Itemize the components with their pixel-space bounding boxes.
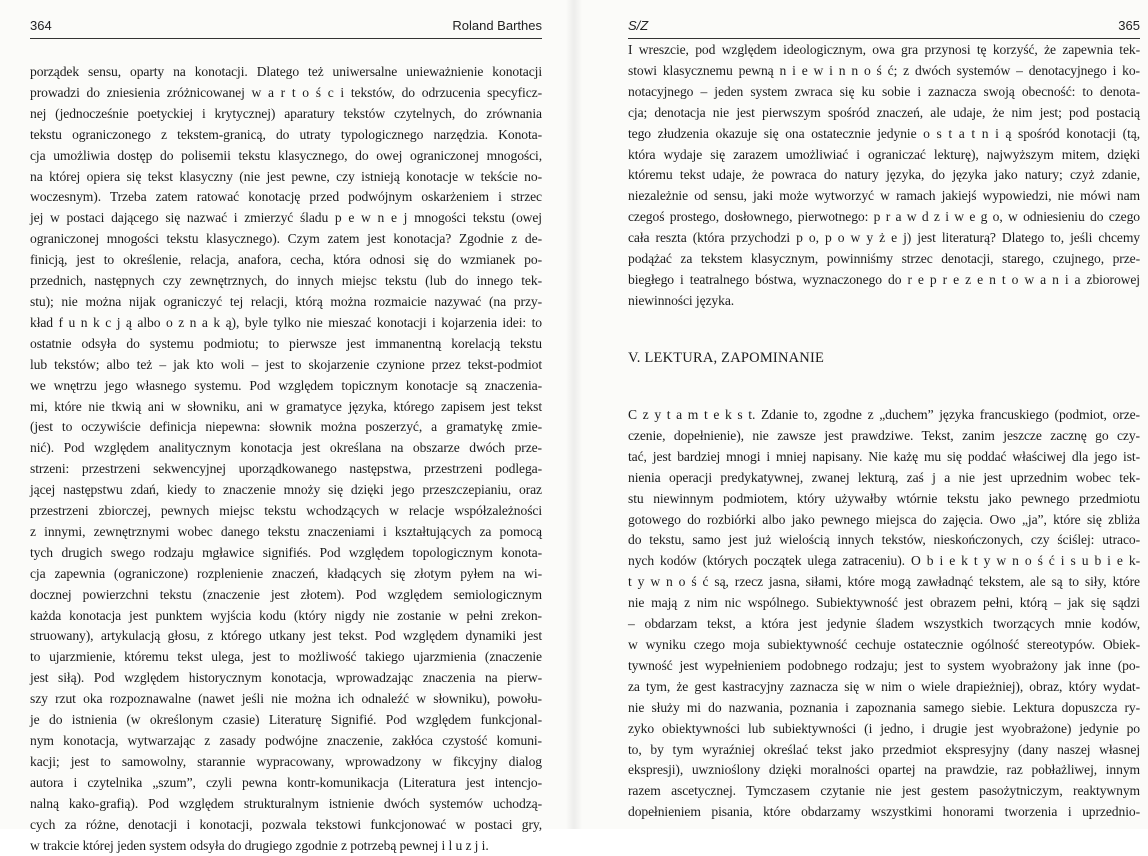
text-line: nej (jednocześnie poetyckiej i krytycznej) aparatury tekstów czytelnych, do zrównania <box>30 105 542 121</box>
text-line: ostatnie odsyła do systemu podmiotu; to pierwsze jest immanentną korelacją tekstu <box>30 335 542 351</box>
text-line: to, by tym wyraźniej określać tekst jako przedmiot ekspresyjny (dany naszej własnej <box>628 741 1140 757</box>
text-line: autora i czytelnika „szum”, czyli pewna kontr-komunikacja (Literatura jest intencjo- <box>30 774 542 790</box>
text-line: we wnętrzu jego własnego systemu. Pod względem topicznym konotacje są znaczenia- <box>30 377 542 393</box>
text-line: nie służy mi do nazwania, poznania i zapoznania samego siebie. Lektura dopuszcza ry- <box>628 699 1140 715</box>
text-line: ograniczonej mnogości tekstu klasycznego). Czym zatem jest konotacja? Zgodnie z de- <box>30 231 542 247</box>
text-line: to ujarzmienie, któremu tekst ulega, jest to możliwość takiego ujarzmienia (znaczenie <box>30 649 542 665</box>
page-number: 365 <box>1118 18 1140 33</box>
text-line: cja zapewnia (ograniczone) rozplenienie znaczeń, kładących się złotym pyłem na wi- <box>30 565 542 581</box>
page-number: 364 <box>30 18 52 33</box>
running-head-left <box>30 18 542 40</box>
text-line: (jest to oczywiście definicja niepewna: słownik można poszerzyć, a gramatykę zmie- <box>30 419 542 435</box>
text-line: nalną kako-grafią). Pod względem strukturalnym istnienie dwóch systemów uchodzą- <box>30 795 542 811</box>
text-line: z innymi, zewnętrznymi wobec danego tekstu znaczeniami i kształtujących za pomocą <box>30 523 542 539</box>
text-line: finicją, jest to określenie, relacja, anafora, cecha, która odnosi się do wzmianek po- <box>30 252 542 268</box>
text-line: C z y t a m t e k s t. Zdanie to, zgodne z „duchem” języka francuskiego (podmiot, orze- <box>628 407 1140 422</box>
text-line: czegoś prostego, dosłownego, pierwotnego: p r a w d z i w e g o, w odniesieniu do czego <box>628 209 1140 225</box>
section-heading: V. LEKTURA, ZAPOMINANIE <box>628 350 825 366</box>
running-title-book: S/Z <box>628 18 649 33</box>
text-line: docznej powierzchni tekstu (znaczenie jest złotem). Pod względem semiologicznym <box>30 586 542 602</box>
body-text-right-bottom <box>628 405 1140 823</box>
text-line: dopełnieniem pisania, które obdarzamy wszystkimi honorami tworzenia i uprzednio- <box>628 804 1140 820</box>
text-line: – obdarzam tekst, a która jest jedynie śladem wszystkich tworzących mnie kodów, <box>628 616 1140 632</box>
text-line: kład f u n k c j ą albo o z n a k ą), byle tylko nie mieszać konotacji i kojarzenia idei: to <box>30 314 542 330</box>
text-line: przednich, następnych czy zewnętrznych, do innych miejsc tekstu (lub do innego tek- <box>30 273 542 289</box>
text-line: zyko obiektywności lub subiektywności (i jedno, i drugie jest wyobrażone) jedynie po <box>628 720 1140 736</box>
text-line: cja umożliwia dostęp do polisemii tekstu klasycznego, do owej ograniczonej mnogości, <box>30 147 542 163</box>
text-line: stu); nie można nijak ograniczyć tej relacji, którą można rozmaicie nazywać (na przy- <box>30 293 542 309</box>
text-line: niewinności języka. <box>628 292 735 308</box>
text-line: cych za różne, denotacji i konotacji, pozwala tekstowi funkcjonować w postaci gry, <box>30 816 542 832</box>
right-page <box>574 0 1148 829</box>
text-line: nienia operacji predykatywnej, zwanej lekturą, zaś j a nie jest uprzednim wobec tek- <box>628 469 1140 485</box>
text-line: tekstu ograniczonego z tekstem-granicą, do utraty typologicznego narzędzia. Konota- <box>30 126 542 142</box>
text-line: je do istnienia (w określonym czasie) Literaturę Signifié. Pod względem funkcjonal- <box>30 712 542 728</box>
text-line: nie mają z nim nic wspólnego. Subiektywność jest obrazem pełni, którą – jak się sądzi <box>628 595 1140 611</box>
text-line: ekspresji), uwznioślony dzięki moralności opartej na prawdzie, raz pobłażliwej, innym <box>628 762 1140 778</box>
text-line: strzeni: przestrzeni sekwencyjnej uporządkowanego następstwa, przestrzeni podlega- <box>30 461 542 477</box>
text-line: jącej następstwu zdań, kiedy to znaczenie mnoży się dzięki jego przeszczepianiu, oraz <box>30 482 542 498</box>
text-line: stu niewinnym podmiotem, który używałby wtórnie tekstu jako pewnego przedmiotu <box>628 490 1140 506</box>
text-line: prowadzi do zniesienia zróżnicowanej w a r t o ś c i tekstów, do odrzucenia specyficz- <box>30 84 542 100</box>
text-line: biegłego i teatralnego bóstwa, wyznaczonego do r e p r e z e n t o w a n i a zbiorowej <box>628 271 1140 287</box>
text-line: notacyjnego – jeden system zwraca się ku sobie i zaznacza swoją obecność: to denota- <box>628 83 1140 99</box>
text-line: kacji; jest to samowolny, starannie wypracowany, wprowadzony w fikcyjny dialog <box>30 753 542 769</box>
text-line: w wyniku czego moja subiektywność cechuje ostatecznie ogólność stereotypów. Obiek- <box>628 636 1140 652</box>
header-rule <box>30 38 542 39</box>
text-line: gotowego do rozbiórki albo jako pewnego miejsca do zajęcia. Owo „ja”, które się zbliża <box>628 511 1140 527</box>
text-line: jest siłą). Pod względem historycznym konotacja, wprowadzając znaczenia na pierw- <box>30 670 542 686</box>
text-line: nym konotacja, wytwarzając z zasady podwójne znaczenie, zakłóca czystość komuni- <box>30 733 542 748</box>
text-line: szy rzut oka rozpoznawalne (nawet jeśli nie można ich odnaleźć w słowniku), powołu- <box>30 691 542 707</box>
text-line: nych kodów (których początek ulega zatraceniu). O b i e k t y w n o ś ć i s u b i e k- <box>628 553 1140 569</box>
left-page <box>0 0 574 853</box>
text-line: każda konotacja jest punktem wyjścia kodu (który nigdy nie zostanie w pełni zrekon- <box>30 607 542 623</box>
text-line: mi, które nie tkwią ani w słowniku, ani w gramatyce języka, którego zapisem jest tekst <box>30 398 542 414</box>
text-line: podążać za tekstem klasycznym, powinniśmy strzec denotacji, starego, czujnego, prze- <box>628 251 1140 267</box>
text-line: niezależnie od sensu, jaki może wytworzyć w ramach jakiejś wypowiedzi, nie mówi nam <box>628 188 1140 204</box>
text-line: tać, jest bardziej mnogi i mniej napisany. Nie każę mu się poddać właściwej dla jego ist- <box>628 448 1140 464</box>
text-line: t y w n o ś ć są, rzecz jasna, siłami, które mogą zawładnąć tekstem, ale są to siły, które <box>628 574 1140 590</box>
text-line: porządek sensu, oparty na konotacji. Dlatego też uniwersalne unieważnienie konotacji <box>30 64 542 79</box>
header-rule <box>628 38 1140 39</box>
text-line: za tym, że gest kastracyjny zaznacza się w nim o wiele drapieżniej), obraz, który wydat- <box>628 678 1140 694</box>
body-text-right-top <box>628 40 1140 312</box>
text-line: na której opiera się tekst klasyczny (nie jest pewne, czy istnieją konotacje w tekście no- <box>30 168 542 184</box>
running-title-author: Roland Barthes <box>452 18 542 33</box>
text-line: tych drugich swego rodzaju mgławice signifiés. Pod względem topologicznym konota- <box>30 544 542 560</box>
text-line: tywność jest wypełnieniem podobnego rodzaju; jest to system wyobrażony jak inne (po- <box>628 657 1140 673</box>
text-line: struowany), artykulacją głosu, z którego utkany jest tekst. Pod względem dynamiki jest <box>30 628 542 644</box>
text-line: stowi klasycznemu pewną n i e w i n n o ś ć; z dwóch systemów – denotacyjnego i ko- <box>628 62 1140 78</box>
text-line: czenie, dopełnienie), nie zawsze jest prawdziwe. Tekst, zanim jeszcze zacznę go czy- <box>628 427 1140 443</box>
text-line: któremu tekst udaje, że powraca do natury języka, do języka jako natury; czyż zdanie, <box>628 167 1140 183</box>
text-line: która wydaje się zarazem umożliwiać i ograniczać lekturę), najwyższym mitem, dzięki <box>628 146 1140 162</box>
text-line: razem ascetycznej. Tymczasem czytanie nie jest gestem pasożytniczym, reaktywnym <box>628 783 1140 799</box>
text-line: cja; denotacja nie jest pierwszym spośród znaczeń, ale udaje, że nim jest; pod postacią <box>628 104 1140 120</box>
body-text-left <box>30 62 542 856</box>
text-line: nić). Pod względem analitycznym konotacja jest określana na obszarze dwóch prze- <box>30 440 542 456</box>
text-line: tego złudzenia okazuje się ona ostatecznie jedynie o s t a t n i ą spośród konotacji (tą, <box>628 125 1140 141</box>
running-head-right <box>628 18 1140 40</box>
text-line: jej w postaci dającego się nazwać i zmierzyć śladu p e w n e j mnogości tekstu (owej <box>30 210 542 226</box>
text-line: przestrzeni zbiorczej, pewnych miejsc tekstu wchodzących w relacje współzależności <box>30 503 542 519</box>
text-line: I wreszcie, pod względem ideologicznym, owa gra przynosi tę korzyść, że zapewnia tek- <box>628 42 1140 57</box>
text-line: lub tekstów; albo też – jak kto woli – jest to skojarzenie czynione przez tekst-podmiot <box>30 356 542 372</box>
text-line: w trakcie której jeden system odsyła do drugiego zgodnie z potrzebą pewnej i l u z j i. <box>30 837 489 853</box>
text-line: cała reszta (która przychodzi p o, p o w y ż e j) jest literaturą? Dlatego to, jeśli chcemy <box>628 230 1140 246</box>
text-line: do tekstu, samo jest już wielością innych tekstów, nieskończonych, czy ściślej: utraco- <box>628 532 1140 548</box>
text-line: woczesnym). Trzeba zatem ratować konotację przed podwójnym oskarżeniem i strzec <box>30 189 542 205</box>
